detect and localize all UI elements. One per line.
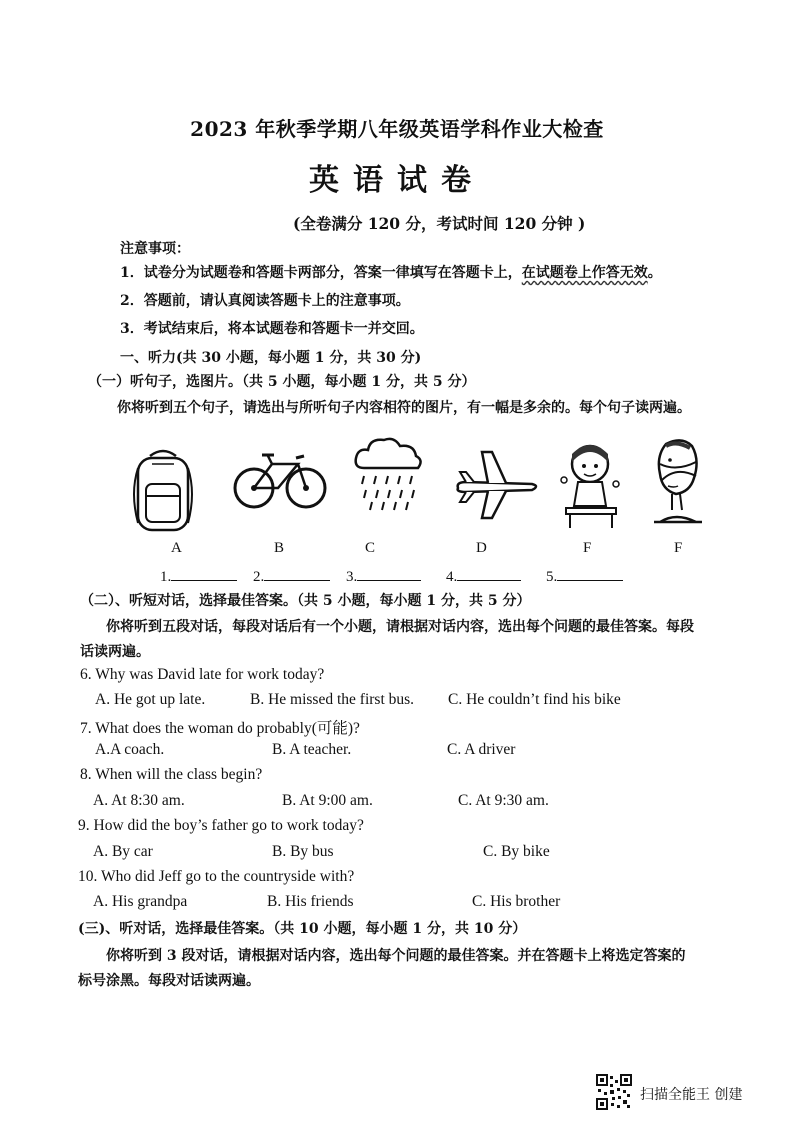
qr-code-icon <box>596 1074 632 1110</box>
section3-instruction-1: 你将听到 3 段对话，请根据对话内容，选出每个问题的最佳答案。并在答题卡上将选定答案的 <box>106 948 686 964</box>
question-7: 7. What does the woman do probably(可能)? <box>80 720 360 737</box>
section3-heading: (三)、听对话，选择最佳答案。（共 10 小题，每小题 1 分，共 10 分） <box>78 921 527 937</box>
picture-label-c: C <box>365 540 376 556</box>
score-info: (全卷满分 120 分，考试时间 120 分钟 ) <box>293 214 586 233</box>
section2-instruction-2: 话读两遍。 <box>80 644 150 660</box>
q7-option-a: A.A coach. <box>95 741 165 758</box>
q8-option-a: A. At 8:30 am. <box>93 792 185 809</box>
section1-heading: （一）听句子，选图片。（共 5 小题，每小题 1 分，共 5 分） <box>88 374 476 390</box>
part1-heading: 一、听力(共 30 小题，每小题 1 分，共 30 分) <box>120 350 422 366</box>
section2-instruction-1: 你将听到五段对话，每段对话后有一个小题，请根据对话内容，选出每个问题的最佳答案。每段 <box>106 619 694 635</box>
picture-label-e: F <box>583 540 592 556</box>
scanner-watermark-text: 扫描全能王 创建 <box>640 1087 743 1103</box>
q6-option-c: C. He couldn’t find his bike <box>448 691 621 708</box>
bicycle-icon <box>232 448 328 512</box>
exam-title: 2023 年秋季学期八年级英语学科作业大检查 <box>190 117 604 141</box>
notes-item-1-emphasis: 在试题卷上作答无效 <box>521 265 648 281</box>
notes-heading: 注意事项： <box>120 241 190 257</box>
toothache-man-icon <box>646 436 710 532</box>
answer-blank-5[interactable]: 5. <box>546 566 623 586</box>
notes-item-3: 3．考试结束后，将本试题卷和答题卡一并交回。 <box>120 321 424 337</box>
notes-item-1-end: 。 <box>647 265 662 281</box>
answer-blank-3[interactable]: 3. <box>346 566 421 586</box>
section2-heading: （二）、听短对话，选择最佳答案。（共 5 小题，每小题 1 分，共 5 分） <box>80 593 531 609</box>
notes-item-2: 2．答题前，请认真阅读答题卡上的注意事项。 <box>120 293 410 309</box>
question-9: 9. How did the boy’s father go to work today? <box>78 817 364 834</box>
girl-drawing-icon <box>556 440 624 532</box>
section3-instruction-2: 标号涂黑。每段对话读两遍。 <box>78 973 260 989</box>
q9-option-a: A. By car <box>93 843 153 860</box>
q9-option-c: C. By bike <box>483 843 550 860</box>
answer-blank-2[interactable]: 2. <box>253 566 330 586</box>
picture-label-f: F <box>674 540 683 556</box>
section1-instruction: 你将听到五个句子，请选出与所听句子内容相符的图片，有一幅是多余的。每个句子读两遍。 <box>117 400 691 416</box>
answer-blank-4[interactable]: 4. <box>446 566 521 586</box>
question-8: 8. When will the class begin? <box>80 766 263 783</box>
question-6: 6. Why was David late for work today? <box>80 666 325 683</box>
q8-option-c: C. At 9:30 am. <box>458 792 549 809</box>
notes-item-1 <box>120 262 662 282</box>
airplane-icon <box>452 448 542 520</box>
picture-label-d: D <box>476 540 487 556</box>
answer-blank-1[interactable]: 1. <box>160 566 237 586</box>
rain-cloud-icon <box>352 436 424 512</box>
q10-option-b: B. His friends <box>267 893 354 910</box>
question-10: 10. Who did Jeff go to the countryside with? <box>78 868 355 885</box>
backpack-icon <box>128 448 198 536</box>
q10-option-c: C. His brother <box>472 893 561 910</box>
q7-option-c: C. A driver <box>447 741 516 758</box>
q10-option-a: A. His grandpa <box>93 893 188 910</box>
q8-option-b: B. At 9:00 am. <box>282 792 373 809</box>
notes-item-1-text: 1．试卷分为试题卷和答题卡两部分，答案一律填写在答题卡上， <box>120 265 522 281</box>
q6-option-a: A. He got up late. <box>95 691 206 708</box>
subject-title: 英语试卷 <box>309 163 485 198</box>
q7-option-b: B. A teacher. <box>272 741 352 758</box>
q9-option-b: B. By bus <box>272 843 334 860</box>
picture-label-b: B <box>274 540 285 556</box>
picture-label-a: A <box>171 540 182 556</box>
q6-option-b: B. He missed the first bus. <box>250 691 415 708</box>
